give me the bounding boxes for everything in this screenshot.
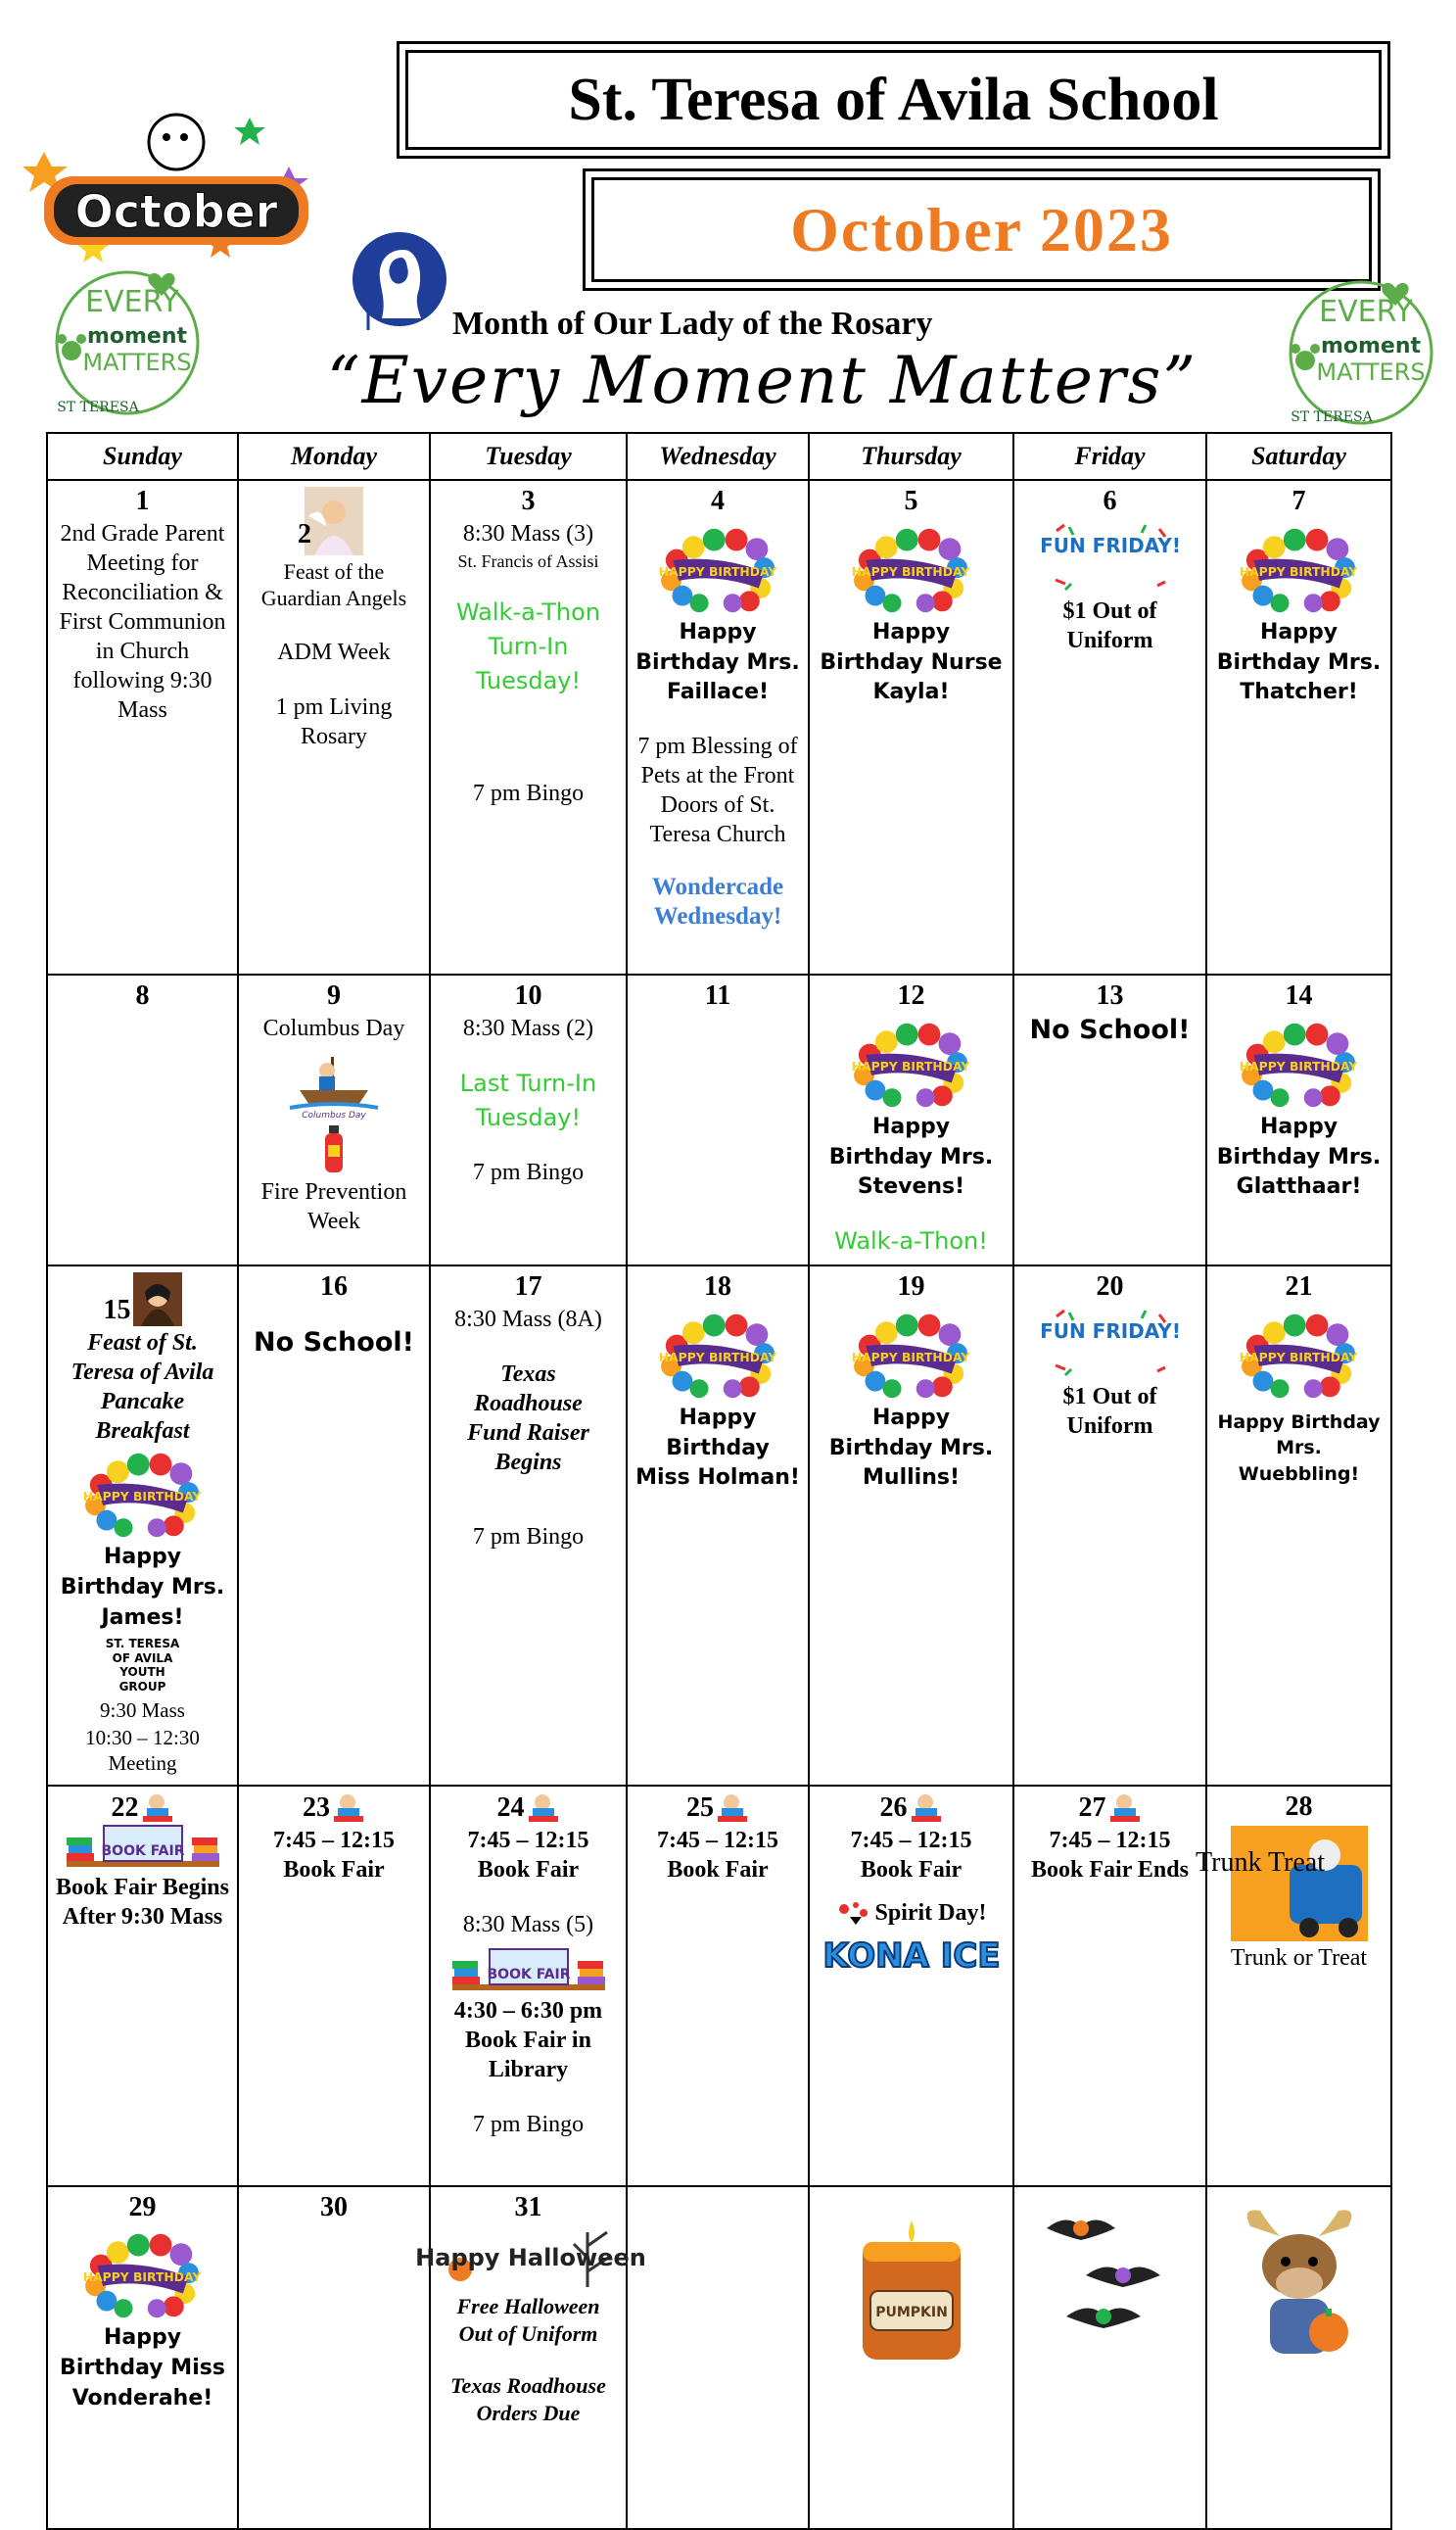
fire-extinguisher-icon — [319, 1122, 349, 1175]
day-number: 30 — [320, 2191, 348, 2222]
weekday-friday: Friday — [1013, 433, 1206, 480]
reading-kid-icon — [529, 1792, 560, 1824]
birthday-balloons-icon — [850, 1309, 972, 1402]
event-birthday: Happy Birthday Mrs. Faillace! — [635, 619, 800, 705]
week-row-4 — [47, 1786, 1391, 2186]
event-columbus-day: Columbus Day — [262, 1015, 405, 1041]
day-cell-26 — [809, 1786, 1013, 2186]
happy-halloween-icon — [414, 2222, 646, 2291]
event-youth-meeting: 10:30 – 12:30 Meeting — [85, 1726, 200, 1776]
event-living-rosary: 1 pm Living Rosary — [275, 693, 393, 749]
week-row-3 — [47, 1265, 1391, 1786]
day-cell-9 — [238, 975, 430, 1265]
event-no-school: No School! — [254, 1326, 414, 1358]
day-cell-27 — [1013, 1786, 1206, 2186]
day-number: 18 — [704, 1270, 731, 1302]
svg-text:moment: moment — [1320, 334, 1422, 358]
event-out-of-uniform: $1 Out of Uniform — [1062, 597, 1157, 653]
day-cell-12 — [809, 975, 1013, 1265]
day-number: 16 — [320, 1270, 348, 1302]
event-birthday: Happy Birthday Mrs. Thatcher! — [1216, 619, 1382, 705]
birthday-balloons-icon — [850, 523, 972, 616]
spirit-splash-icon — [836, 1899, 871, 1927]
event-birthday: Happy Birthday Mrs. Wuebbling! — [1217, 1410, 1381, 1485]
school-name: St. Teresa of Avila School — [568, 66, 1219, 133]
event-birthday: Happy Birthday Miss Vonderahe! — [60, 2325, 225, 2411]
weekday-sunday: Sunday — [47, 433, 238, 480]
birthday-balloons-icon — [81, 1448, 204, 1541]
week-row-5 — [47, 2186, 1391, 2529]
svg-text:FUN FRIDAY!: FUN FRIDAY! — [1039, 1318, 1181, 1343]
day-cell-8 — [47, 975, 238, 1265]
bats-cell — [1013, 2186, 1206, 2529]
praying-mary-icon — [343, 230, 446, 338]
day-number: 11 — [704, 980, 731, 1011]
day-number: 2 — [298, 519, 311, 549]
day-cell-2 — [238, 480, 430, 975]
birthday-balloons-icon — [1238, 523, 1360, 616]
svg-text:ST TERESA: ST TERESA — [57, 400, 139, 415]
youth-group-logo: ST. TERESA OF AVILA YOUTH GROUP — [105, 1637, 180, 1694]
day-cell-1 — [47, 480, 238, 975]
event-trunk-or-treat: Trunk or Treat — [1230, 1945, 1368, 1972]
svg-text:EVERY: EVERY — [85, 285, 179, 319]
day-cell-18 — [627, 1265, 809, 1786]
weekday-saturday: Saturday — [1206, 433, 1391, 480]
event-feast-pancake: Feast of St. Teresa of Avila Pancake Breakfast — [70, 1329, 214, 1444]
day-number: 15 — [103, 1295, 131, 1326]
day-number: 28 — [1285, 1790, 1313, 1822]
day-cell-3 — [430, 480, 627, 975]
book-fair-sign-icon — [65, 1826, 221, 1871]
day-cell-23 — [238, 1786, 430, 2186]
reading-kid-icon — [718, 1792, 749, 1824]
day-cell-25 — [627, 1786, 809, 2186]
event-book-fair: 7:45 – 12:15 Book Fair — [273, 1827, 395, 1883]
weekday-monday: Monday — [238, 433, 430, 480]
pumpkin-candle-cell — [809, 2186, 1013, 2529]
day-cell-31 — [414, 2186, 646, 2529]
event-mass: 9:30 Mass — [100, 1697, 185, 1722]
day-number: 14 — [1285, 980, 1313, 1011]
event-mass: 8:30 Mass (2) — [462, 1015, 594, 1041]
fun-friday-icon — [1039, 1307, 1181, 1380]
svg-text:FUN FRIDAY!: FUN FRIDAY! — [1039, 533, 1181, 557]
event-mass: 8:30 Mass (8A) — [454, 1306, 602, 1332]
event-bingo: 7 pm Bingo — [472, 780, 585, 806]
empty-cell-1 — [627, 2186, 809, 2529]
weekday-tuesday: Tuesday — [430, 433, 627, 480]
svg-text:moment: moment — [86, 324, 188, 349]
day-cell-20 — [1013, 1265, 1206, 1786]
event-birthday: Happy Birthday Mrs. Glatthaar! — [1216, 1114, 1382, 1200]
day-cell-21 — [1206, 1265, 1391, 1786]
day-number: 10 — [514, 980, 542, 1011]
day-cell-7 — [1206, 480, 1391, 975]
event-book-fair-begins: Book Fair Begins After 9:30 Mass — [56, 1874, 229, 1930]
moose-pumpkin-icon — [1231, 2207, 1368, 2363]
reading-kid-icon — [1110, 1792, 1142, 1824]
day-cell-24 — [430, 1786, 627, 2186]
day-cell-29 — [47, 2186, 238, 2529]
birthday-balloons-icon — [1238, 1018, 1360, 1111]
day-number: 13 — [1096, 980, 1124, 1011]
day-number: 4 — [711, 486, 725, 516]
school-title-box — [397, 41, 1390, 159]
event-book-fair-ends: 7:45 – 12:15 Book Fair Ends — [1031, 1827, 1189, 1883]
day-cell-17 — [430, 1265, 627, 1786]
svg-text:KONA ICE: KONA ICE — [822, 1935, 1001, 1976]
day-number: 7 — [1292, 486, 1306, 516]
day-number: 25 — [686, 1791, 714, 1823]
day-number: 31 — [514, 2191, 542, 2222]
svg-text:MATTERS: MATTERS — [82, 349, 192, 376]
event-wondercade: Wondercade Wednesday! — [651, 874, 784, 931]
day-cell-15 — [47, 1265, 238, 1786]
day-number: 27 — [1078, 1791, 1106, 1823]
weekday-header-row — [47, 433, 1391, 480]
event-birthday: Happy Birthday Miss Holman! — [635, 1405, 800, 1491]
day-number: 1 — [135, 486, 150, 516]
birthday-balloons-icon — [850, 1018, 972, 1111]
svg-text:EVERY: EVERY — [1319, 295, 1413, 329]
event-blessing-of-pets: 7 pm Blessing of Pets at the Front Doors of St. Teresa Church — [637, 734, 798, 848]
day-number: 26 — [879, 1791, 908, 1823]
birthday-balloons-icon — [657, 1309, 779, 1402]
trunk-or-treat-icon — [1195, 1826, 1368, 1941]
book-fair-sign-icon — [450, 1949, 607, 1994]
event-out-of-uniform: $1 Out of Uniform — [1062, 1383, 1157, 1439]
event-walkathon-turnin: Walk-a-Thon Turn-In Tuesday! — [455, 598, 601, 694]
month-subtitle: Month of Our Lady of the Rosary — [452, 306, 933, 342]
event-birthday: Happy Birthday Mrs. Stevens! — [828, 1114, 994, 1200]
event-parent-meeting: 2nd Grade Parent Meeting for Reconciliation & First Communion in Church following 9:30 Mass — [59, 520, 226, 723]
day-cell-10 — [430, 975, 627, 1265]
pumpkin-candle-icon — [833, 2213, 990, 2369]
day-number: 22 — [111, 1791, 139, 1823]
birthday-balloons-icon — [1238, 1309, 1360, 1402]
day-number: 5 — [904, 486, 918, 516]
day-number: 21 — [1285, 1270, 1313, 1302]
event-adm-week: ADM Week — [277, 639, 391, 665]
day-number: 8 — [135, 980, 150, 1011]
event-walkathon: Walk-a-Thon! — [834, 1227, 988, 1256]
day-cell-16 — [238, 1265, 430, 1786]
day-cell-4 — [627, 480, 809, 975]
day-cell-13 — [1013, 975, 1206, 1265]
day-number: 20 — [1096, 1270, 1124, 1302]
svg-text:Trunk Treat: Trunk Treat — [1195, 1847, 1325, 1879]
day-number: 23 — [303, 1791, 330, 1823]
event-bingo: 7 pm Bingo — [472, 1160, 585, 1186]
svg-text:October: October — [74, 185, 278, 238]
event-birthday: Happy Birthday Mrs. James! — [60, 1544, 225, 1630]
birthday-balloons-icon — [81, 2228, 204, 2321]
svg-text:Happy Halloween: Happy Halloween — [414, 2244, 646, 2272]
day-number: 29 — [128, 2191, 157, 2222]
event-spirit-day: Spirit Day! — [874, 1899, 987, 1926]
day-number: 3 — [521, 486, 536, 516]
month-title-box — [583, 168, 1381, 291]
october-logo — [24, 108, 328, 269]
reading-kid-icon — [334, 1792, 365, 1824]
event-mass: 8:30 Mass (5) — [462, 1911, 594, 1937]
event-birthday: Happy Birthday Mrs. Mullins! — [828, 1405, 994, 1491]
day-number: 6 — [1103, 486, 1117, 516]
event-bingo: 7 pm Bingo — [472, 2111, 585, 2137]
week-row-1 — [47, 480, 1391, 975]
event-birthday: Happy Birthday Nurse Kayla! — [820, 619, 1003, 705]
event-free-halloween: Free Halloween Out of Uniform — [456, 2294, 600, 2346]
month-title: October 2023 — [790, 194, 1173, 264]
day-cell-6 — [1013, 480, 1206, 975]
event-book-fair: 7:45 – 12:15 Book Fair — [467, 1827, 589, 1883]
event-mass: 8:30 Mass (3) — [462, 520, 594, 547]
columbus-ship-icon — [290, 1051, 378, 1120]
day-cell-28 — [1195, 1786, 1391, 2186]
event-no-school: No School! — [1029, 1014, 1191, 1045]
day-number: 24 — [496, 1791, 525, 1823]
calendar-grid — [46, 432, 1392, 2530]
day-number: 17 — [514, 1270, 542, 1302]
event-fire-prevention-week: Fire Prevention Week — [260, 1178, 407, 1234]
event-book-fair: 7:45 – 12:15 Book Fair — [850, 1827, 972, 1883]
event-book-fair-library: 4:30 – 6:30 pm Book Fair in Library — [453, 1997, 603, 2082]
motto: “Every Moment Matters” — [326, 343, 1198, 418]
day-cell-14 — [1206, 975, 1391, 1265]
event-last-turnin: Last Turn-In Tuesday! — [459, 1069, 597, 1131]
event-roadhouse-orders: Texas Roadhouse Orders Due — [450, 2373, 606, 2425]
day-number: 12 — [897, 980, 925, 1011]
kona-ice-logo — [823, 1930, 1000, 1975]
reading-kid-icon — [143, 1792, 174, 1824]
bats-icon — [1037, 2207, 1184, 2344]
day-cell-30 — [238, 2186, 430, 2529]
birthday-balloons-icon — [657, 523, 779, 616]
svg-text:ST TERESA: ST TERESA — [1291, 409, 1373, 425]
event-guardian-angels: Feast of the Guardian Angels — [260, 558, 407, 611]
weekday-wednesday: Wednesday — [627, 433, 809, 480]
svg-text:MATTERS: MATTERS — [1316, 358, 1426, 386]
moose-cell — [1206, 2186, 1391, 2529]
fun-friday-icon — [1039, 521, 1181, 595]
day-number: 9 — [327, 980, 341, 1011]
event-st-francis: St. Francis of Assisi — [457, 550, 599, 571]
svg-text:Columbus Day: Columbus Day — [302, 1110, 366, 1121]
reading-kid-icon — [912, 1792, 943, 1824]
weekday-thursday: Thursday — [809, 433, 1013, 480]
event-book-fair: 7:45 – 12:15 Book Fair — [657, 1827, 778, 1883]
week-row-2 — [47, 975, 1391, 1265]
day-number: 19 — [897, 1270, 925, 1302]
day-cell-22 — [47, 1786, 238, 2186]
svg-text:PUMPKIN: PUMPKIN — [874, 2304, 948, 2320]
event-texas-roadhouse: Texas Roadhouse Fund Raiser Begins — [467, 1360, 589, 1475]
day-cell-11 — [627, 975, 809, 1265]
day-cell-5 — [809, 480, 1013, 975]
event-bingo: 7 pm Bingo — [472, 1523, 585, 1550]
guardian-angel-image — [305, 487, 363, 555]
day-cell-19 — [809, 1265, 1013, 1786]
st-teresa-portrait — [133, 1272, 182, 1326]
